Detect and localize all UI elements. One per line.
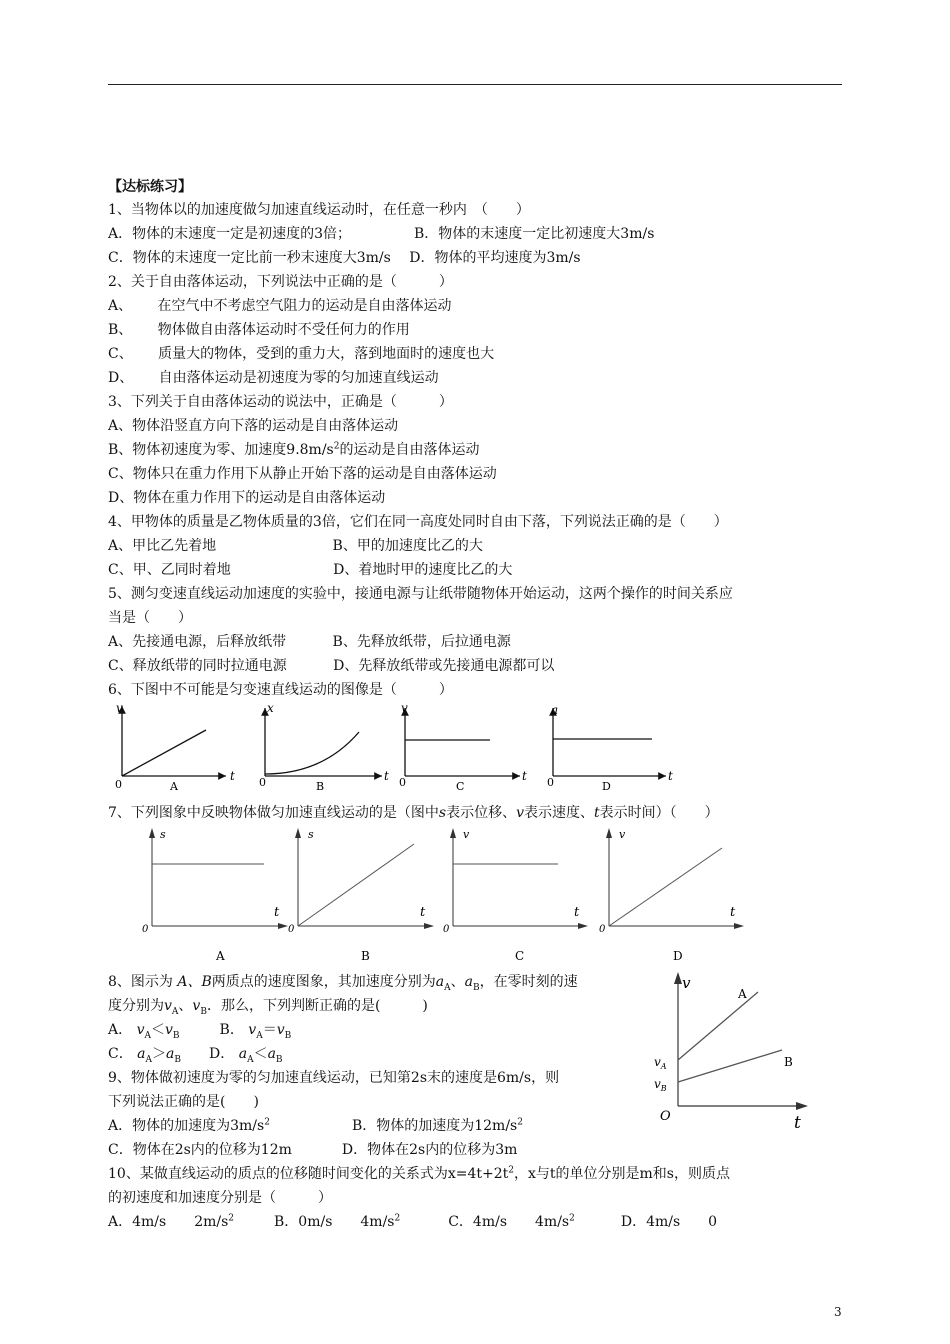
q9-options-ab: A．物体的加速度为$3m/s^2$ B．物体的加速度为$12m/s^2$ <box>108 1117 523 1134</box>
q8-options-ab: A． $v_A<v_B$ B． $v_A=v_B$ <box>108 1022 292 1041</box>
q3-option-d: D、物体在重力作用下的运动是自由落体运动 <box>108 490 386 506</box>
q6c-origin: 0 <box>399 776 406 789</box>
q6c-ylabel: v <box>401 701 408 715</box>
q2-option-a: A、 在空气中不考虑空气阻力的运动是自由落体运动 <box>108 298 452 314</box>
q6b-tag: B <box>316 780 325 792</box>
q6d-xlabel: t <box>668 769 673 783</box>
q3-option-a: A、物体沿竖直方向下落的运动是自由落体运动 <box>108 418 399 434</box>
q5-options-ab: A、先接通电源，后释放纸带 B、先释放纸带，后拉通电源 <box>108 634 511 650</box>
section-title: 【达标练习】 <box>108 179 192 195</box>
q8-label-a: A <box>738 987 747 1001</box>
q10-stem-line2: 的初速度和加速度分别是（ ） <box>108 1190 332 1206</box>
q8-options-cd: C． $a_A>a_B$ D． $a_A<a_B$ <box>108 1046 283 1065</box>
q7-graph-a <box>142 828 288 963</box>
q6-graph-a <box>115 701 235 792</box>
q2-option-c: C、 质量大的物体，受到的重力大，落到地面时的速度也大 <box>108 346 495 362</box>
q6d-ylabel: a <box>551 703 559 717</box>
q6-graph-d <box>547 703 673 792</box>
q7-figure <box>140 824 760 966</box>
q10-stem-line1: 10、某做直线运动的质点的位移随时间变化的关系式为$x=4t+2t^2$，x与t的单位分别是m和s，则质点 <box>108 1165 730 1182</box>
q7d-origin: 0 <box>599 924 606 935</box>
q6b-xlabel: t <box>384 769 389 783</box>
q7c-xlabel: t <box>574 905 580 920</box>
q9-stem-line2: 下列说法正确的是( ) <box>108 1094 259 1110</box>
q2-option-d: D、 自由落体运动是初速度为零的匀加速直线运动 <box>108 370 439 386</box>
q8-ylabel: v <box>682 974 691 992</box>
q6-graph-c <box>399 701 527 792</box>
q6a-tag: A <box>170 780 178 792</box>
q6a-xlabel: t <box>230 769 235 783</box>
q3-option-b: B、物体初速度为零、加速度$9.8m/s^2$的运动是自由落体运动 <box>108 441 480 458</box>
q6b-curve <box>265 732 359 774</box>
q8-xlabel: t <box>794 1113 801 1133</box>
q7a-ylabel: s <box>160 828 166 841</box>
q3-option-c: C、物体只在重力作用下从静止开始下落的运动是自由落体运动 <box>108 466 497 482</box>
q6a-ylabel: v <box>116 701 123 715</box>
q7b-tag: B <box>361 949 370 963</box>
q8-label-b: B <box>784 1055 793 1069</box>
q8-line-a <box>678 992 758 1060</box>
q7d-line <box>609 848 722 926</box>
q7-stem: 7、下列图象中反映物体做匀加速直线运动的是（图中s表示位移、v表示速度、t表示时间）（ ） <box>108 805 719 821</box>
q6d-tag: D <box>602 780 611 792</box>
q6d-origin: 0 <box>547 776 554 789</box>
q7c-ylabel: v <box>463 828 470 841</box>
q6b-origin: 0 <box>259 776 266 789</box>
q7b-ylabel: s <box>308 828 314 841</box>
q7-graph-b <box>288 828 434 963</box>
q4-options-ab: A、甲比乙先着地 B、甲的加速度比乙的大 <box>108 538 483 554</box>
q6a-origin: 0 <box>115 778 122 791</box>
q7a-tag: A <box>216 949 225 963</box>
q7a-origin: 0 <box>142 924 149 935</box>
q1-options-ab: A．物体的末速度一定是初速度的3倍； B．物体的末速度一定比初速度大3m/s <box>108 226 655 242</box>
q6c-tag: C <box>456 780 465 792</box>
q7d-ylabel: v <box>619 828 626 841</box>
q9-stem-line1: 9、物体做初速度为零的匀加速直线运动，已知第2s末的速度是6m/s，则 <box>108 1070 560 1086</box>
page-number: 3 <box>834 1305 842 1319</box>
q1-options-cd: C．物体的末速度一定比前一秒末速度大3m/s D．物体的平均速度为3m/s <box>108 250 581 266</box>
q4-stem: 4、甲物体的质量是乙物体质量的3倍，它们在同一高度处同时自由下落，下列说法正确的是（ ） <box>108 514 728 530</box>
q8-figure <box>648 968 816 1136</box>
q6c-xlabel: t <box>522 769 527 783</box>
q8-origin: O <box>660 1109 671 1124</box>
header-rule <box>108 84 842 85</box>
q8-vb-label: $v_B$ <box>654 1077 667 1093</box>
q7b-line <box>298 844 414 926</box>
q5-stem-line1: 5、测匀变速直线运动加速度的实验中，接通电源与让纸带随物体开始运动，这两个操作的时间关系应 <box>108 586 733 602</box>
q2-stem: 2、关于自由落体运动，下列说法中正确的是（ ） <box>108 274 453 290</box>
q7b-origin: 0 <box>288 924 295 935</box>
q8-line-b <box>678 1050 782 1082</box>
q2-option-b: B、 物体做自由落体运动时不受任何力的作用 <box>108 322 410 338</box>
q8-stem-line2: 度分别为$v_A$、$v_B$．那么，下列判断正确的是( ) <box>108 998 428 1017</box>
q4-options-cd: C、甲、乙同时着地 D、着地时甲的速度比乙的大 <box>108 562 513 578</box>
q7d-xlabel: t <box>730 905 736 920</box>
q3-stem: 3、下列关于自由落体运动的说法中，正确是（ ） <box>108 394 453 410</box>
q6b-ylabel: x <box>267 701 274 715</box>
q7d-tag: D <box>673 949 683 963</box>
q7-graph-d <box>599 828 744 963</box>
q5-options-cd: C、释放纸带的同时拉通电源 D、先释放纸带或先接通电源都可以 <box>108 658 555 674</box>
q7-graph-c <box>443 828 588 963</box>
q5-stem-line2: 当是（ ） <box>108 610 192 626</box>
q6-stem: 6、下图中不可能是匀变速直线运动的图像是（ ） <box>108 682 453 698</box>
q8-va-label: $v_A$ <box>654 1055 667 1071</box>
q6-figure <box>108 700 678 792</box>
q7c-origin: 0 <box>443 924 450 935</box>
q7c-tag: C <box>515 949 525 963</box>
q9-options-cd: C．物体在2s内的位移为12m D．物体在2s内的位移为3m <box>108 1142 518 1158</box>
q1-stem: 1、当物体以的加速度做匀加速直线运动时，在任意一秒内 （ ） <box>108 202 530 218</box>
q8-stem-line1: 8、图示为 A、B两质点的速度图象，其加速度分别为$a_A$、$a_B$，在零时刻的速 <box>108 974 578 993</box>
q7b-xlabel: t <box>420 905 426 920</box>
q10-options: A．4m/s $2m/s^2$ B．0m/s $4m/s^2$ C．4m/s $4m/s^2$ D．4m/s 0 <box>108 1213 718 1230</box>
q7a-xlabel: t <box>274 905 280 920</box>
q6a-line <box>122 730 206 776</box>
q6-graph-b <box>259 701 389 792</box>
